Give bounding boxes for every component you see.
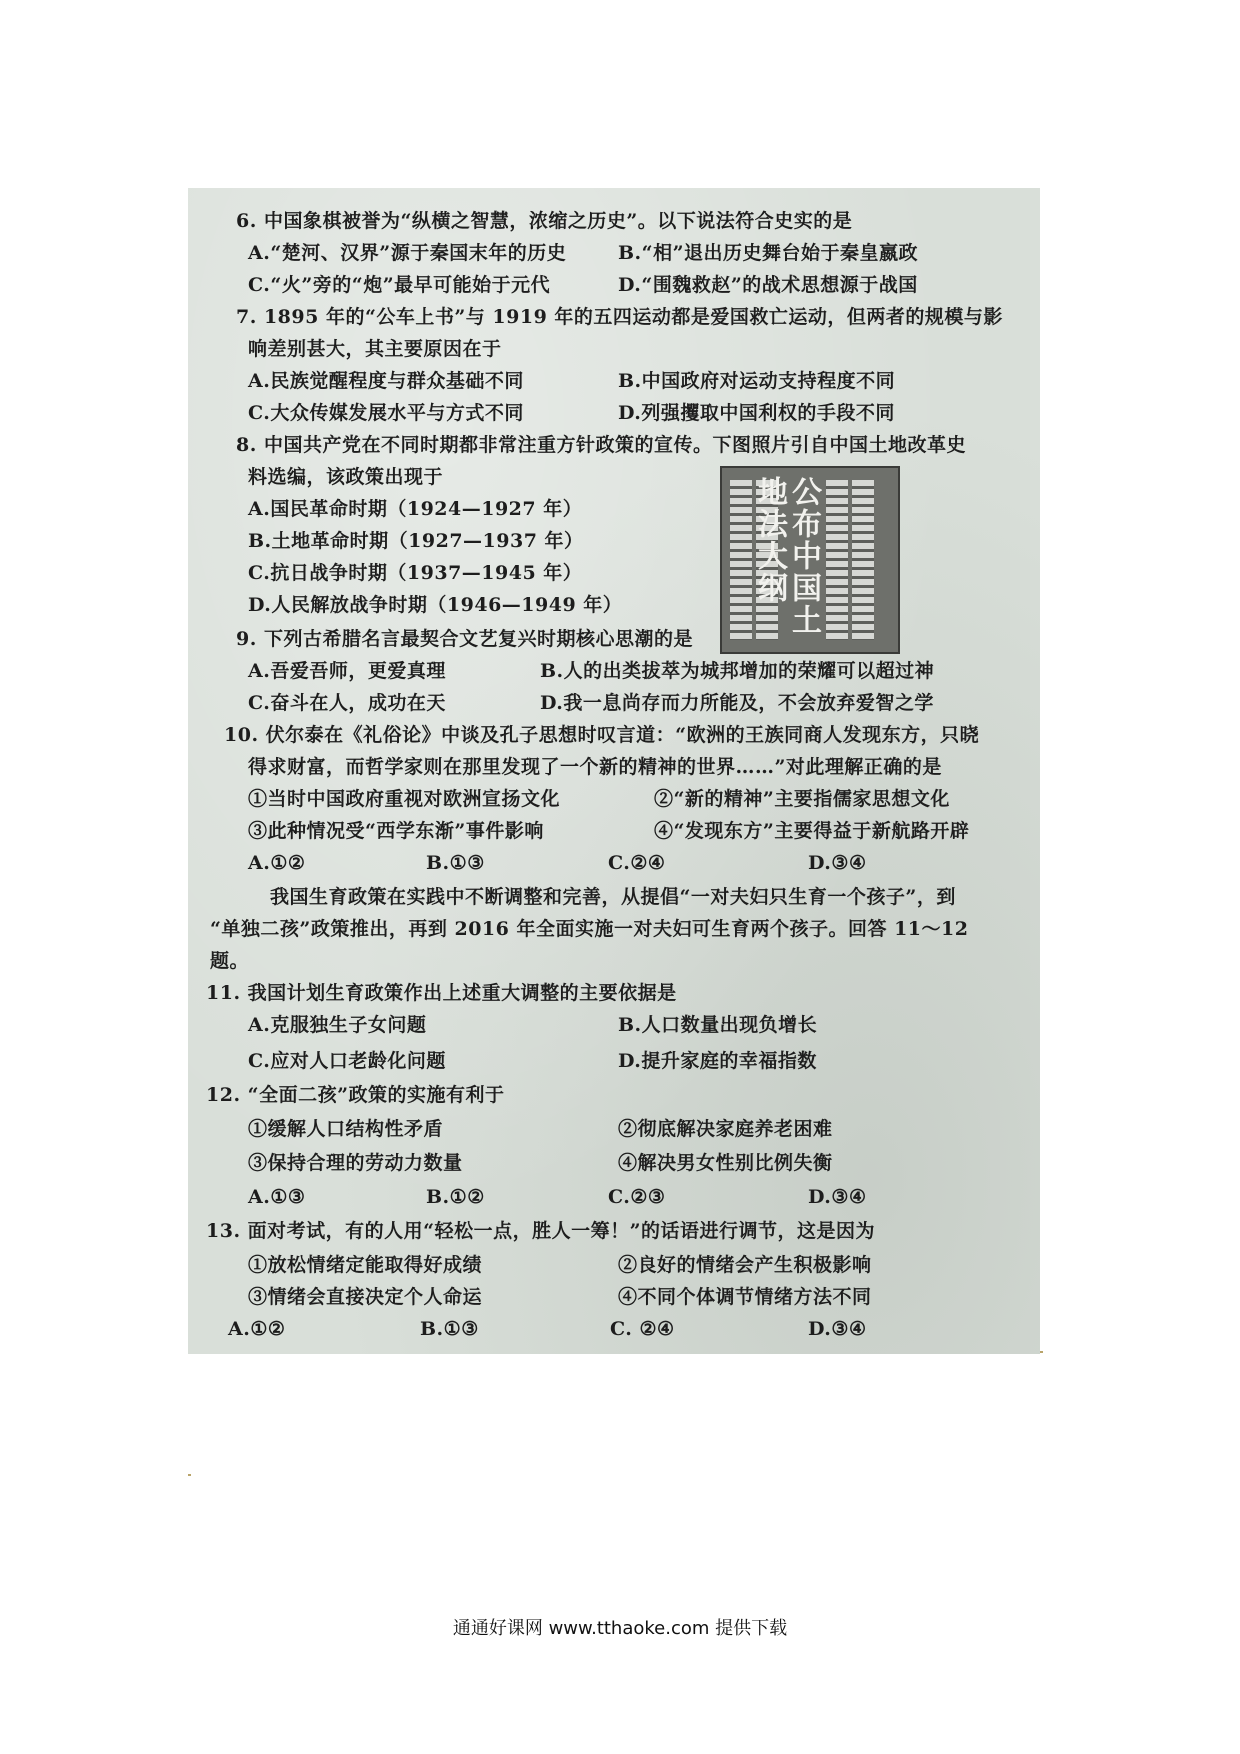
q12-option-d: D.③④ bbox=[808, 1186, 867, 1208]
q12-option-b: B.①② bbox=[426, 1186, 485, 1208]
q10-option-b: B.①③ bbox=[426, 852, 485, 874]
q6-stem: 6. 中国象棋被誉为“纵横之智慧，浓缩之历史”。以下说法符合史实的是 bbox=[236, 210, 853, 232]
q13-option-a: A.①② bbox=[228, 1318, 286, 1340]
q10-statement-1: ①当时中国政府重视对欧洲宣扬文化 bbox=[248, 788, 561, 810]
passage-line1: 我国生育政策在实践中不断调整和完善，从提倡“一对夫妇只生育一个孩子”，到 bbox=[270, 886, 956, 908]
q10-stem-line1: 10. 伏尔泰在《礼俗论》中谈及孔子思想时叹言道：“欧洲的王族同商人发现东方，只晓 bbox=[224, 724, 980, 746]
q13-statement-1: ①放松情绪定能取得好成绩 bbox=[248, 1254, 483, 1276]
q12-option-c: C.②③ bbox=[608, 1186, 666, 1208]
q13-option-b: B.①③ bbox=[420, 1318, 479, 1340]
q8-stem-line1: 8. 中国共产党在不同时期都非常注重方针政策的宣传。下图照片引自中国土地改革史 bbox=[236, 434, 966, 456]
q12-statement-4: ④解决男女性别比例失衡 bbox=[618, 1152, 833, 1174]
q8-option-d: D.人民解放战争时期（1946—1949 年） bbox=[248, 594, 623, 616]
newspaper-column bbox=[730, 480, 752, 640]
q7-option-a: A.民族觉醒程度与群众基础不同 bbox=[248, 370, 524, 392]
q11-option-a: A.克服独生子女问题 bbox=[248, 1014, 427, 1036]
q10-option-d: D.③④ bbox=[808, 852, 867, 874]
q7-option-c: C.大众传媒发展水平与方式不同 bbox=[248, 402, 524, 424]
q8-stem-line2: 料选编，该政策出现于 bbox=[248, 466, 444, 488]
q13-statement-3: ③情绪会直接决定个人命运 bbox=[248, 1286, 483, 1308]
q9-option-c: C.奋斗在人，成功在天 bbox=[248, 692, 446, 714]
q8-option-c: C.抗日战争时期（1937—1945 年） bbox=[248, 562, 583, 584]
q9-option-b: B.人的出类拔萃为城邦增加的荣耀可以超过神 bbox=[540, 660, 935, 682]
q7-stem-line1: 7. 1895 年的“公车上书”与 1919 年的五四运动都是爱国救亡运动，但两者的规模与影 bbox=[236, 306, 1003, 328]
exam-page-photo bbox=[188, 188, 1040, 1354]
q6-option-d: D.“围魏救赵”的战术思想源于战国 bbox=[618, 274, 918, 296]
q13-option-c: C. ②④ bbox=[610, 1318, 675, 1340]
newspaper-column bbox=[826, 480, 848, 640]
q10-statement-3: ③此种情况受“西学东渐”事件影响 bbox=[248, 820, 544, 842]
q11-option-c: C.应对人口老龄化问题 bbox=[248, 1050, 446, 1072]
passage-line2: “单独二孩”政策推出，再到 2016 年全面实施一对夫妇可生育两个孩子。回答 11～12 bbox=[210, 918, 969, 940]
q9-option-a: A.吾爱吾师，更爱真理 bbox=[248, 660, 446, 682]
scan-speck bbox=[1040, 1351, 1043, 1353]
q11-option-b: B.人口数量出现负增长 bbox=[618, 1014, 818, 1036]
q9-option-d: D.我一息尚存而力所能及，不会放弃爱智之学 bbox=[540, 692, 934, 714]
passage-line3: 题。 bbox=[210, 950, 250, 972]
q12-statement-3: ③保持合理的劳动力数量 bbox=[248, 1152, 463, 1174]
q10-option-a: A.①② bbox=[248, 852, 306, 874]
q10-statement-2: ②“新的精神”主要指儒家思想文化 bbox=[654, 788, 950, 810]
q12-statement-1: ①缓解人口结构性矛盾 bbox=[248, 1118, 444, 1140]
q6-option-b: B.“相”退出历史舞台始于秦皇嬴政 bbox=[618, 242, 919, 264]
q8-option-a: A.国民革命时期（1924—1927 年） bbox=[248, 498, 583, 520]
newspaper-column bbox=[852, 480, 874, 640]
q10-option-c: C.②④ bbox=[608, 852, 666, 874]
q13-statement-4: ④不同个体调节情绪方法不同 bbox=[618, 1286, 872, 1308]
q12-statement-2: ②彻底解决家庭养老困难 bbox=[618, 1118, 833, 1140]
q12-stem: 12. “全面二孩”政策的实施有利于 bbox=[206, 1084, 505, 1106]
q10-statement-4: ④“发现东方”主要得益于新航路开辟 bbox=[654, 820, 970, 842]
q7-option-d: D.列强攫取中国利权的手段不同 bbox=[618, 402, 895, 424]
q8-option-b: B.土地革命时期（1927—1937 年） bbox=[248, 530, 584, 552]
q6-option-c: C.“火”旁的“炮”最早可能始于元代 bbox=[248, 274, 551, 296]
q6-option-a: A.“楚河、汉界”源于秦国末年的历史 bbox=[248, 242, 567, 264]
scan-speck bbox=[188, 1474, 191, 1476]
q7-option-b: B.中国政府对运动支持程度不同 bbox=[618, 370, 896, 392]
q9-stem: 9. 下列古希腊名言最契合文艺复兴时期核心思潮的是 bbox=[236, 628, 693, 650]
land-law-newspaper-photo bbox=[720, 466, 900, 654]
newspaper-headline: 公布中国土地法大纲 bbox=[752, 476, 821, 636]
q10-stem-line2: 得求财富，而哲学家则在那里发现了一个新的精神的世界……”对此理解正确的是 bbox=[248, 756, 942, 778]
q13-statement-2: ②良好的情绪会产生积极影响 bbox=[618, 1254, 872, 1276]
q12-option-a: A.①③ bbox=[248, 1186, 306, 1208]
footer-attribution: 通通好课网 www.tthaoke.com 提供下载 bbox=[452, 1618, 788, 1639]
q13-option-d: D.③④ bbox=[808, 1318, 867, 1340]
q13-stem: 13. 面对考试，有的人用“轻松一点，胜人一筹！”的话语进行调节，这是因为 bbox=[206, 1220, 876, 1242]
q11-option-d: D.提升家庭的幸福指数 bbox=[618, 1050, 817, 1072]
q7-stem-line2: 响差别甚大，其主要原因在于 bbox=[248, 338, 502, 360]
q11-stem: 11. 我国计划生育政策作出上述重大调整的主要依据是 bbox=[206, 982, 677, 1004]
